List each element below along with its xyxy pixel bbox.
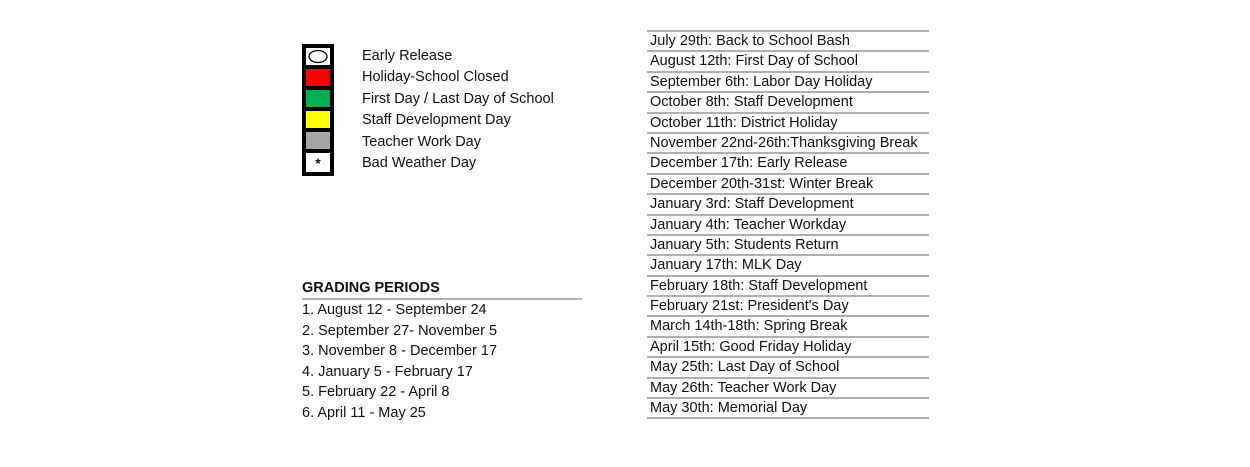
grading-periods-title: GRADING PERIODS	[302, 280, 582, 300]
list-item: 5. February 22 - April 8	[302, 384, 450, 401]
legend-label-first-last-day: First Day / Last Day of School	[362, 91, 554, 107]
list-item: September 6th: Labor Day Holiday	[647, 73, 929, 93]
list-item: April 15th: Good Friday Holiday	[647, 338, 929, 358]
red-square-icon	[306, 69, 330, 86]
legend-label-early-release: Early Release	[362, 48, 453, 64]
list-item: March 14th-18th: Spring Break	[647, 317, 929, 337]
list-item: August 12th: First Day of School	[647, 52, 929, 72]
legend-label-staff-development: Staff Development Day	[362, 112, 511, 128]
legend-label-holiday: Holiday-School Closed	[362, 69, 509, 85]
events-list	[647, 30, 929, 419]
asterisk-icon: *	[306, 153, 330, 172]
list-item: 2. September 27- November 5	[302, 322, 498, 339]
list-item: January 4th: Teacher Workday	[647, 216, 929, 236]
list-item: December 20th-31st: Winter Break	[647, 175, 929, 195]
grading-periods-list	[302, 300, 582, 424]
oval-icon	[306, 48, 330, 65]
list-item: July 29th: Back to School Bash	[647, 32, 929, 52]
gray-square-icon	[306, 132, 330, 149]
list-item: January 5th: Students Return	[647, 236, 929, 256]
list-item: 4. January 5 - February 17	[302, 363, 473, 380]
list-item: May 30th: Memorial Day	[647, 399, 929, 419]
list-item: November 22nd-26th:Thanksgiving Break	[647, 134, 929, 154]
list-item: May 26th: Teacher Work Day	[647, 379, 929, 399]
list-item: January 3rd: Staff Development	[647, 195, 929, 215]
list-item: 1. August 12 - September 24	[302, 302, 487, 318]
list-item: 6. April 11 - May 25	[302, 404, 426, 421]
list-item: May 25th: Last Day of School	[647, 358, 929, 378]
list-item: 3. November 8 - December 17	[302, 343, 498, 360]
legend-label-teacher-work-day: Teacher Work Day	[362, 134, 481, 150]
legend-swatch-column	[302, 44, 334, 176]
legend-label-bad-weather: Bad Weather Day	[362, 155, 477, 171]
list-item: January 17th: MLK Day	[647, 256, 929, 276]
list-item: February 21st: President's Day	[647, 297, 929, 317]
grading-periods-section	[302, 280, 582, 424]
yellow-square-icon	[306, 111, 330, 128]
list-item: October 8th: Staff Development	[647, 93, 929, 113]
green-square-icon	[306, 90, 330, 107]
list-item: October 11th: District Holiday	[647, 114, 929, 134]
list-item: February 18th: Staff Development	[647, 277, 929, 297]
list-item: December 17th: Early Release	[647, 154, 929, 174]
